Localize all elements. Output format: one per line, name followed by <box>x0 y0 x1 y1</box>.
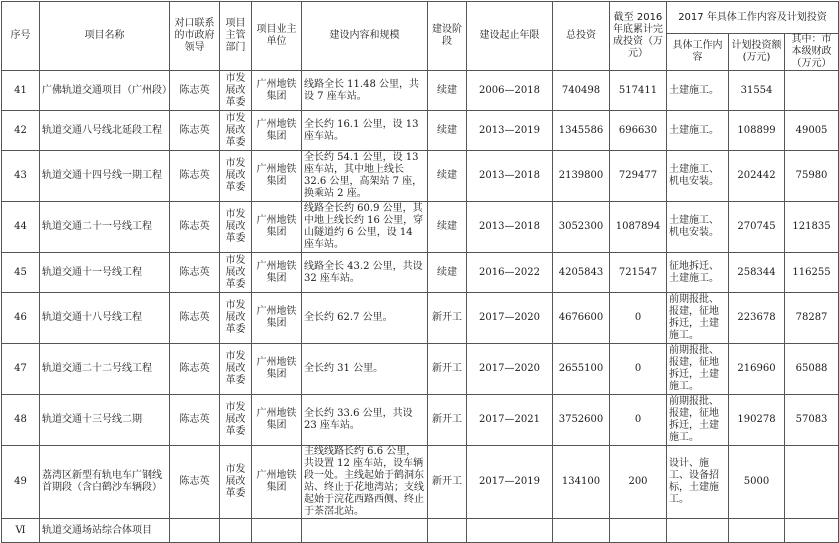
city-cell: 65088 <box>785 344 839 395</box>
table-row <box>2 344 839 395</box>
content-cell: 全长约 54.1 公里，设 13 座车站，其中地上线长 32.6 公里，高架站 7 座，换乘站 2 座。 <box>302 151 428 202</box>
city-cell: 57083 <box>785 395 839 446</box>
seq-cell: 43 <box>2 151 40 202</box>
total-cell: 2655100 <box>553 344 610 395</box>
empty-cell <box>220 519 252 543</box>
content-cell: 线路全长约 60.9 公里，其中地上线长约 16 公里，穿山隧道约 6 公里，设 14 座车站。 <box>302 202 428 253</box>
seq-cell: 45 <box>2 253 40 293</box>
empty-cell <box>428 519 467 543</box>
investment-plan-table <box>1 1 839 543</box>
seq-cell: 41 <box>2 71 40 111</box>
planned-cell: 108899 <box>729 111 785 151</box>
dept-cell: 市发展改革委 <box>220 151 252 202</box>
header-row-top <box>2 2 839 34</box>
dept-cell: 市发展改革委 <box>220 202 252 253</box>
cumulative-cell: 721547 <box>610 253 667 293</box>
table-row <box>2 293 839 344</box>
seq-cell: 44 <box>2 202 40 253</box>
section-row <box>2 519 839 543</box>
period-cell: 2016—2022 <box>467 253 553 293</box>
cumulative-cell: 1087894 <box>610 202 667 253</box>
col-leader-header: 对口联系的市政府领导 <box>170 2 220 71</box>
name-cell: 轨道交通二十二号线工程 <box>40 344 170 395</box>
period-cell: 2017—2021 <box>467 395 553 446</box>
name-cell: 轨道交通二十一号线工程 <box>40 202 170 253</box>
owner-cell: 广州地铁集团 <box>252 202 302 253</box>
city-cell: 49005 <box>785 111 839 151</box>
dept-cell: 市发展改革委 <box>220 293 252 344</box>
col-city-header: 其中：市本级财政（万元） <box>785 34 839 71</box>
total-cell: 4205843 <box>553 253 610 293</box>
name-cell: 轨道交通八号线北延段工程 <box>40 111 170 151</box>
period-cell: 2017—2020 <box>467 293 553 344</box>
work-cell: 土建施工、机电安装。 <box>667 151 729 202</box>
cumulative-cell: 696630 <box>610 111 667 151</box>
owner-cell: 广州地铁集团 <box>252 293 302 344</box>
empty-cell <box>467 519 553 543</box>
name-cell: 轨道交通十一号线工程 <box>40 253 170 293</box>
leader-cell: 陈志英 <box>170 395 220 446</box>
name-cell: 轨道交通十四号线一期工程 <box>40 151 170 202</box>
owner-cell: 广州地铁集团 <box>252 111 302 151</box>
table-row <box>2 71 839 111</box>
col-seq-header: 序号 <box>2 2 40 71</box>
section-name-cell: 轨道交通场站综合体项目 <box>40 519 170 543</box>
empty-cell <box>667 519 729 543</box>
owner-cell: 广州地铁集团 <box>252 71 302 111</box>
leader-cell: 陈志英 <box>170 151 220 202</box>
table-row <box>2 151 839 202</box>
total-cell: 1345586 <box>553 111 610 151</box>
period-cell: 2013—2018 <box>467 151 553 202</box>
total-cell: 740498 <box>553 71 610 111</box>
stage-cell: 续建 <box>428 253 467 293</box>
cumulative-cell: 200 <box>610 446 667 519</box>
leader-cell: 陈志英 <box>170 202 220 253</box>
dept-cell: 市发展改革委 <box>220 111 252 151</box>
leader-cell: 陈志英 <box>170 293 220 344</box>
total-cell: 2139800 <box>553 151 610 202</box>
city-cell: 116255 <box>785 253 839 293</box>
leader-cell: 陈志英 <box>170 344 220 395</box>
empty-cell <box>610 519 667 543</box>
empty-cell <box>729 519 785 543</box>
owner-cell: 广州地铁集团 <box>252 253 302 293</box>
period-cell: 2013—2018 <box>467 202 553 253</box>
empty-cell <box>785 519 839 543</box>
dept-cell: 市发展改革委 <box>220 71 252 111</box>
dept-cell: 市发展改革委 <box>220 253 252 293</box>
table-row <box>2 253 839 293</box>
work-cell: 征地拆迁、土建施工。 <box>667 253 729 293</box>
content-cell: 全长约 16.1 公里，设 13 座车站。 <box>302 111 428 151</box>
col-stage-header: 建设阶段 <box>428 2 467 71</box>
city-cell: 121835 <box>785 202 839 253</box>
total-cell: 3752600 <box>553 395 610 446</box>
stage-cell: 续建 <box>428 71 467 111</box>
period-cell: 2017—2019 <box>467 446 553 519</box>
stage-cell: 新开工 <box>428 293 467 344</box>
cumulative-cell: 0 <box>610 293 667 344</box>
stage-cell: 续建 <box>428 202 467 253</box>
owner-cell: 广州地铁集团 <box>252 151 302 202</box>
col-owner-header: 项目业主单位 <box>252 2 302 71</box>
empty-cell <box>553 519 610 543</box>
empty-cell <box>170 519 220 543</box>
empty-cell <box>252 519 302 543</box>
planned-cell: 258344 <box>729 253 785 293</box>
city-cell: 78287 <box>785 293 839 344</box>
table-row <box>2 111 839 151</box>
name-cell: 广佛轨道交通项目（广州段） <box>40 71 170 111</box>
table-row <box>2 446 839 519</box>
total-cell: 4676600 <box>553 293 610 344</box>
leader-cell: 陈志英 <box>170 446 220 519</box>
work-cell: 前期报批、报建，征地拆迁，土建施工。 <box>667 293 729 344</box>
seq-cell: 42 <box>2 111 40 151</box>
work-cell: 土建施工。 <box>667 71 729 111</box>
dept-cell: 市发展改革委 <box>220 395 252 446</box>
col-period-header: 建设起止年限 <box>467 2 553 71</box>
planned-cell: 216960 <box>729 344 785 395</box>
total-cell: 3052300 <box>553 202 610 253</box>
period-cell: 2017—2020 <box>467 344 553 395</box>
cumulative-cell: 0 <box>610 344 667 395</box>
section-seq-cell: Ⅵ <box>2 519 40 543</box>
stage-cell: 续建 <box>428 151 467 202</box>
empty-cell <box>302 519 428 543</box>
stage-cell: 新开工 <box>428 344 467 395</box>
name-cell: 轨道交通十三号线二期 <box>40 395 170 446</box>
leader-cell: 陈志英 <box>170 111 220 151</box>
col-dept-header: 项目主管部门 <box>220 2 252 71</box>
cumulative-cell: 0 <box>610 395 667 446</box>
period-cell: 2006—2018 <box>467 71 553 111</box>
work-cell: 前期报批、报建，征地拆迁，土建施工。 <box>667 344 729 395</box>
planned-cell: 223678 <box>729 293 785 344</box>
period-cell: 2013—2019 <box>467 111 553 151</box>
work-cell: 设计、施工、设备招标，土建施工。 <box>667 446 729 519</box>
seq-cell: 46 <box>2 293 40 344</box>
stage-cell: 新开工 <box>428 446 467 519</box>
dept-cell: 市发展改革委 <box>220 344 252 395</box>
col-total-header: 总投资 <box>553 2 610 71</box>
leader-cell: 陈志英 <box>170 253 220 293</box>
content-cell: 全长约 33.6 公里，共设 23 座车站。 <box>302 395 428 446</box>
content-cell: 全长约 31 公里。 <box>302 344 428 395</box>
leader-cell: 陈志英 <box>170 71 220 111</box>
stage-cell: 新开工 <box>428 395 467 446</box>
col-name-header: 项目名称 <box>40 2 170 71</box>
table-row <box>2 395 839 446</box>
city-cell: 75980 <box>785 151 839 202</box>
seq-cell: 47 <box>2 344 40 395</box>
col-content-header: 建设内容和规模 <box>302 2 428 71</box>
content-cell: 线路全长 43.2 公里，共设 32 座车站。 <box>302 253 428 293</box>
content-cell: 全长约 62.7 公里。 <box>302 293 428 344</box>
content-cell: 主线线路长约 6.6 公里，共设置 12 座车站，设车辆段一处。主线起始于鹤洞东站、终止于花地湾站；支线起始于浣花西路西侧、终止于茶滘北站。 <box>302 446 428 519</box>
work-cell: 土建施工、机电安装。 <box>667 202 729 253</box>
planned-cell: 31554 <box>729 71 785 111</box>
name-cell: 荔湾区新型有轨电车广钢线首期段（含白鹤沙车辆段） <box>40 446 170 519</box>
cumulative-cell: 517411 <box>610 71 667 111</box>
owner-cell: 广州地铁集团 <box>252 344 302 395</box>
col-cumulative-header: 截至 2016 年底累计完成投资（万元） <box>610 2 667 71</box>
seq-cell: 48 <box>2 395 40 446</box>
city-cell <box>785 446 839 519</box>
dept-cell: 市发展改革委 <box>220 446 252 519</box>
content-cell: 线路全长 11.48 公里，共设 7 座车站。 <box>302 71 428 111</box>
owner-cell: 广州地铁集团 <box>252 446 302 519</box>
planned-cell: 270745 <box>729 202 785 253</box>
planned-cell: 190278 <box>729 395 785 446</box>
cumulative-cell: 729477 <box>610 151 667 202</box>
name-cell: 轨道交通十八号线工程 <box>40 293 170 344</box>
stage-cell: 续建 <box>428 111 467 151</box>
seq-cell: 49 <box>2 446 40 519</box>
col-planned-header: 计划投资额(万元) <box>729 34 785 71</box>
work-cell: 土建施工。 <box>667 111 729 151</box>
work-cell: 前期报批、报建，征地拆迁，土建施工。 <box>667 395 729 446</box>
total-cell: 134100 <box>553 446 610 519</box>
planned-cell: 202442 <box>729 151 785 202</box>
plan-2017-header: 2017 年具体工作内容及计划投资 <box>667 2 839 34</box>
planned-cell: 5000 <box>729 446 785 519</box>
city-cell <box>785 71 839 111</box>
col-work-header: 具体工作内容 <box>667 34 729 71</box>
owner-cell: 广州地铁集团 <box>252 395 302 446</box>
table-row <box>2 202 839 253</box>
